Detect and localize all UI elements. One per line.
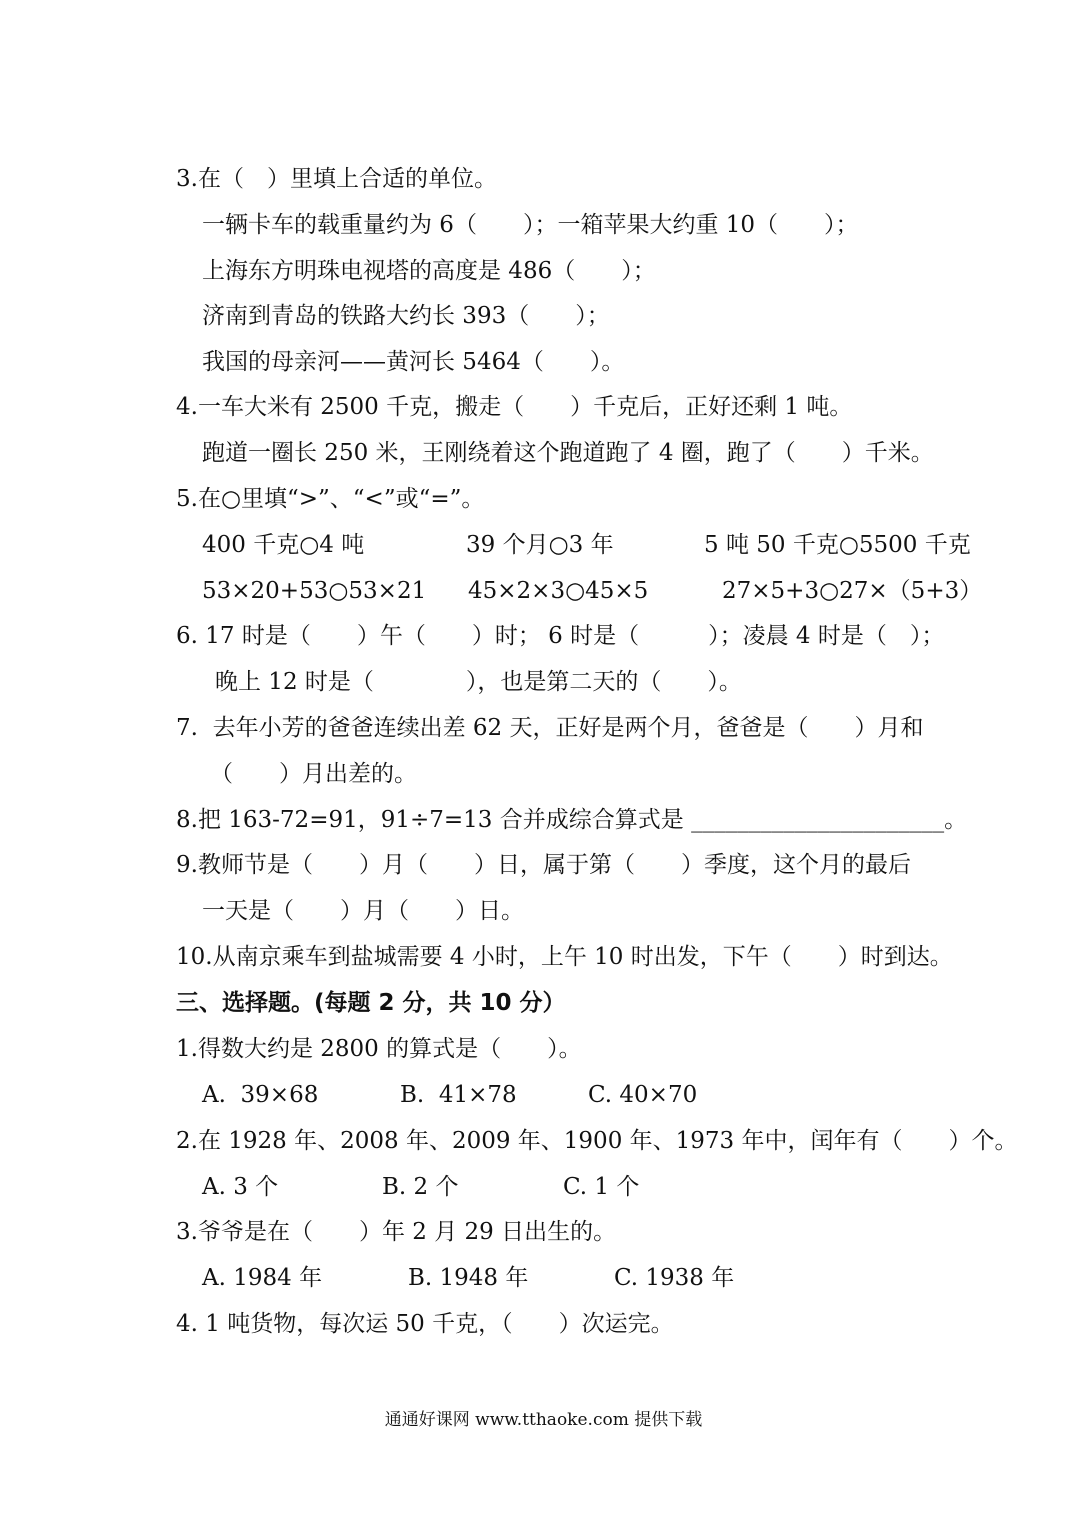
question-5-item: 5 吨 50 千克○5500 千克 bbox=[704, 532, 971, 558]
choice-option: C. 1938 年 bbox=[614, 1265, 735, 1291]
question-6-line-2: 晚上 12 时是（ ），也是第二天的（ ）。 bbox=[215, 669, 742, 695]
question-5-item: 39 个月○3 年 bbox=[466, 532, 614, 558]
question-5-item: 45×2×3○45×5 bbox=[468, 578, 649, 604]
question-8: 8.把 163-72=91，91÷7=13 合并成综合算式是 ______________________。 bbox=[176, 807, 968, 833]
question-3-line-4: 我国的母亲河——黄河长 5464（ ）。 bbox=[202, 349, 625, 375]
question-4-line-2: 跑道一圈长 250 米，王刚绕着这个跑道跑了 4 圈，跑了（ ）千米。 bbox=[202, 440, 934, 466]
question-5-stem: 5.在○里填“>”、“<”或“=”。 bbox=[176, 486, 485, 512]
question-3-line-1: 一辆卡车的载重量约为 6（ ）；一箱苹果大约重 10（ ）； bbox=[202, 212, 859, 238]
question-7-line-2: （ ）月出差的。 bbox=[210, 761, 417, 787]
question-3-stem: 3.在（ ）里填上合适的单位。 bbox=[176, 166, 497, 192]
question-4-line-1: 4.一车大米有 2500 千克，搬走（ ）千克后，正好还剩 1 吨。 bbox=[176, 394, 853, 420]
choice-option: B. 41×78 bbox=[400, 1082, 517, 1108]
question-6-line-1: 6. 17 时是（ ）午（ ）时； 6 时是（ ）；凌晨 4 时是（ ）； bbox=[176, 623, 945, 649]
choice-option: B. 1948 年 bbox=[408, 1265, 529, 1291]
question-3-line-3: 济南到青岛的铁路大约长 393（ ）； bbox=[202, 303, 610, 329]
question-7-line-1: 7. 去年小芳的爸爸连续出差 62 天，正好是两个月，爸爸是（ ）月和 bbox=[176, 715, 924, 741]
question-5-item: 53×20+53○53×21 bbox=[202, 578, 427, 604]
question-5-item: 27×5+3○27×（5+3） bbox=[722, 578, 983, 604]
choice-option: A. 1984 年 bbox=[202, 1265, 323, 1291]
choice-option: C. 40×70 bbox=[588, 1082, 698, 1108]
choice-1-stem: 1.得数大约是 2800 的算式是（ ）。 bbox=[176, 1036, 582, 1062]
choice-option: A. 3 个 bbox=[202, 1174, 279, 1200]
choice-3-stem: 3.爷爷是在（ ）年 2 月 29 日出生的。 bbox=[176, 1219, 617, 1245]
question-3-line-2: 上海东方明珠电视塔的高度是 486（ ）； bbox=[202, 258, 656, 284]
choice-option: C. 1 个 bbox=[563, 1174, 640, 1200]
question-10: 10.从南京乘车到盐城需要 4 小时，上午 10 时出发，下午（ ）时到达。 bbox=[176, 944, 953, 970]
choice-option: A. 39×68 bbox=[202, 1082, 319, 1108]
choice-option: B. 2 个 bbox=[382, 1174, 459, 1200]
choice-2-stem: 2.在 1928 年、2008 年、2009 年、1900 年、1973 年中，闰年有（ ）个。 bbox=[176, 1128, 1018, 1154]
footer-source: 通通好课网 www.tthaoke.com 提供下载 bbox=[384, 1410, 703, 1430]
section-3-heading: 三、选择题。(每题 2 分，共 10 分） bbox=[176, 990, 566, 1016]
choice-4-stem: 4. 1 吨货物，每次运 50 千克，（ ）次运完。 bbox=[176, 1311, 674, 1337]
question-9-line-1: 9.教师节是（ ）月（ ）日，属于第（ ）季度，这个月的最后 bbox=[176, 852, 911, 878]
question-5-item: 400 千克○4 吨 bbox=[202, 532, 365, 558]
question-9-line-2: 一天是（ ）月（ ）日。 bbox=[202, 898, 524, 924]
